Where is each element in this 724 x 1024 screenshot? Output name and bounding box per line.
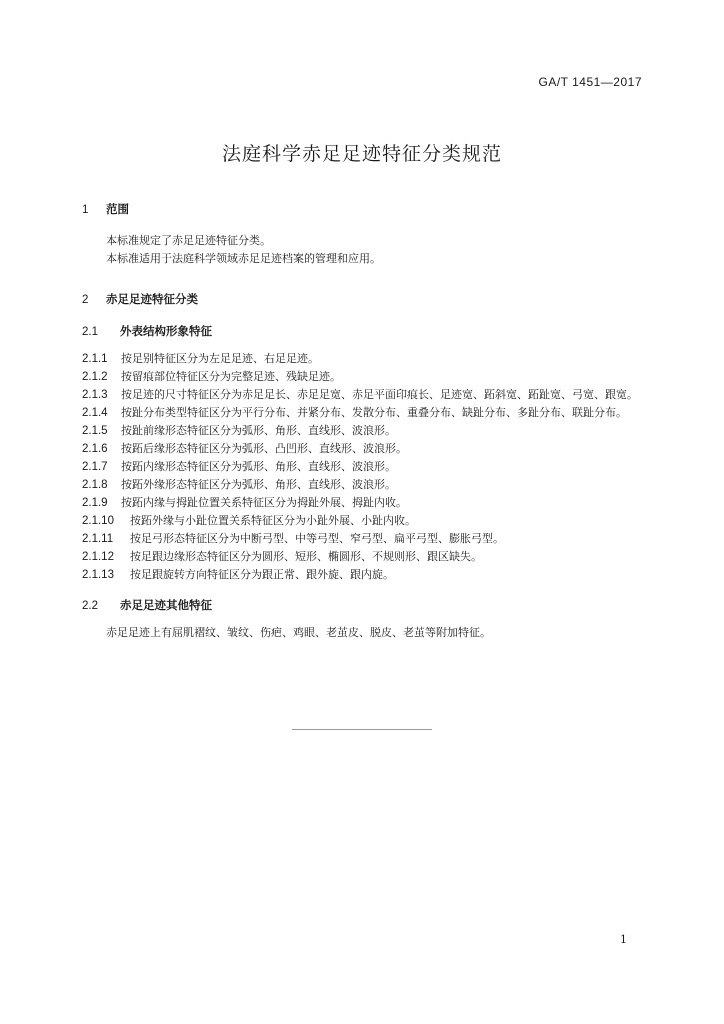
clause-item <box>82 476 644 494</box>
clause-number: 2.1.3 <box>82 389 108 401</box>
subsection-heading-other <box>82 596 644 614</box>
clause-item <box>82 386 644 404</box>
clause-item <box>82 458 644 476</box>
clause-text: 按足别特征区分为左足足迹、右足足迹。 <box>121 352 319 365</box>
paragraph: 赤足足迹上有屈肌褶纹、皱纹、伤疤、鸡眼、老茧皮、脱皮、老茧等附加特征。 <box>106 626 491 639</box>
clause-number: 2.1.10 <box>82 515 114 527</box>
paragraph: 本标准规定了赤足足迹特征分类。 <box>106 234 271 247</box>
clause-text: 按跖外缘形态特征区分为弧形、角形、直线形、波浪形。 <box>121 478 396 491</box>
clause-text: 按跖内缘与拇趾位置关系特征区分为拇趾外展、拇趾内收。 <box>121 496 407 509</box>
clause-item <box>82 530 644 548</box>
clause-text: 按足迹的尺寸特征区分为赤足足长、赤足足宽、赤足平面印痕长、足迹宽、跖斜宽、跖趾宽、弓宽、跟宽。 <box>121 388 638 401</box>
clause-number: 2.1.9 <box>82 497 108 509</box>
standard-code: GA/T 1451—2017 <box>538 75 642 89</box>
clause-item <box>82 566 644 584</box>
section-number: 2 <box>82 294 89 306</box>
section-heading-scope <box>82 200 644 218</box>
clause-number: 2.1.13 <box>82 569 114 581</box>
section-title: 范围 <box>106 202 129 216</box>
end-divider <box>292 729 432 730</box>
clause-text: 按跖后缘形态特征区分为弧形、凸凹形、直线形、波浪形。 <box>121 442 407 455</box>
clause-text: 按趾前缘形态特征区分为弧形、角形、直线形、波浪形。 <box>121 424 396 437</box>
clause-item <box>82 422 644 440</box>
clause-number: 2.1.11 <box>82 533 114 545</box>
clause-number: 2.1.4 <box>82 407 108 419</box>
paragraph: 本标准适用于法庭科学领域赤足足迹档案的管理和应用。 <box>106 252 381 265</box>
clause-text: 按趾分布类型特征区分为平行分布、并紧分布、发散分布、重叠分布、缺趾分布、多趾分布、联趾分布。 <box>121 406 627 419</box>
clause-item <box>82 512 644 530</box>
clause-item <box>82 368 644 386</box>
clause-number: 2.1.6 <box>82 443 108 455</box>
clause-item <box>82 440 644 458</box>
clause-number: 2.1.2 <box>82 371 108 383</box>
clause-text: 按足弓形态特征区分为中断弓型、中等弓型、窄弓型、扁平弓型、膨胀弓型。 <box>130 532 504 545</box>
subsection-number: 2.1 <box>82 326 98 338</box>
subsection-title: 外表结构形象特征 <box>120 324 212 338</box>
clause-number: 2.1.5 <box>82 425 108 437</box>
clause-item <box>82 494 644 512</box>
subsection-title: 赤足足迹其他特征 <box>120 598 212 612</box>
clause-number: 2.1.7 <box>82 461 108 473</box>
document-title: 法庭科学赤足足迹特征分类规范 <box>221 143 502 165</box>
page-number: 1 <box>620 933 627 946</box>
subsection-heading-external <box>82 322 644 340</box>
clause-number: 2.1.1 <box>82 353 108 365</box>
clause-text: 按跖外缘与小趾位置关系特征区分为小趾外展、小趾内收。 <box>130 514 416 527</box>
section-title: 赤足足迹特征分类 <box>106 292 198 306</box>
clause-text: 按足跟旋转方向特征区分为跟正常、跟外旋、跟内旋。 <box>130 568 394 581</box>
clause-text: 按跖内缘形态特征区分为弧形、角形、直线形、波浪形。 <box>121 460 396 473</box>
document-body <box>82 200 644 642</box>
clause-text: 按留痕部位特征区分为完整足迹、残缺足迹。 <box>121 370 341 383</box>
clause-text: 按足跟边缘形态特征区分为圆形、短形、椭圆形、不规则形、跟区缺失。 <box>130 550 482 563</box>
clause-item <box>82 350 644 368</box>
section-number: 1 <box>82 204 89 216</box>
section-heading-classification <box>82 290 644 308</box>
clause-number: 2.1.12 <box>82 551 114 563</box>
subsection-number: 2.2 <box>82 600 98 612</box>
clause-item <box>82 548 644 566</box>
clause-item <box>82 404 644 422</box>
clause-number: 2.1.8 <box>82 479 108 491</box>
